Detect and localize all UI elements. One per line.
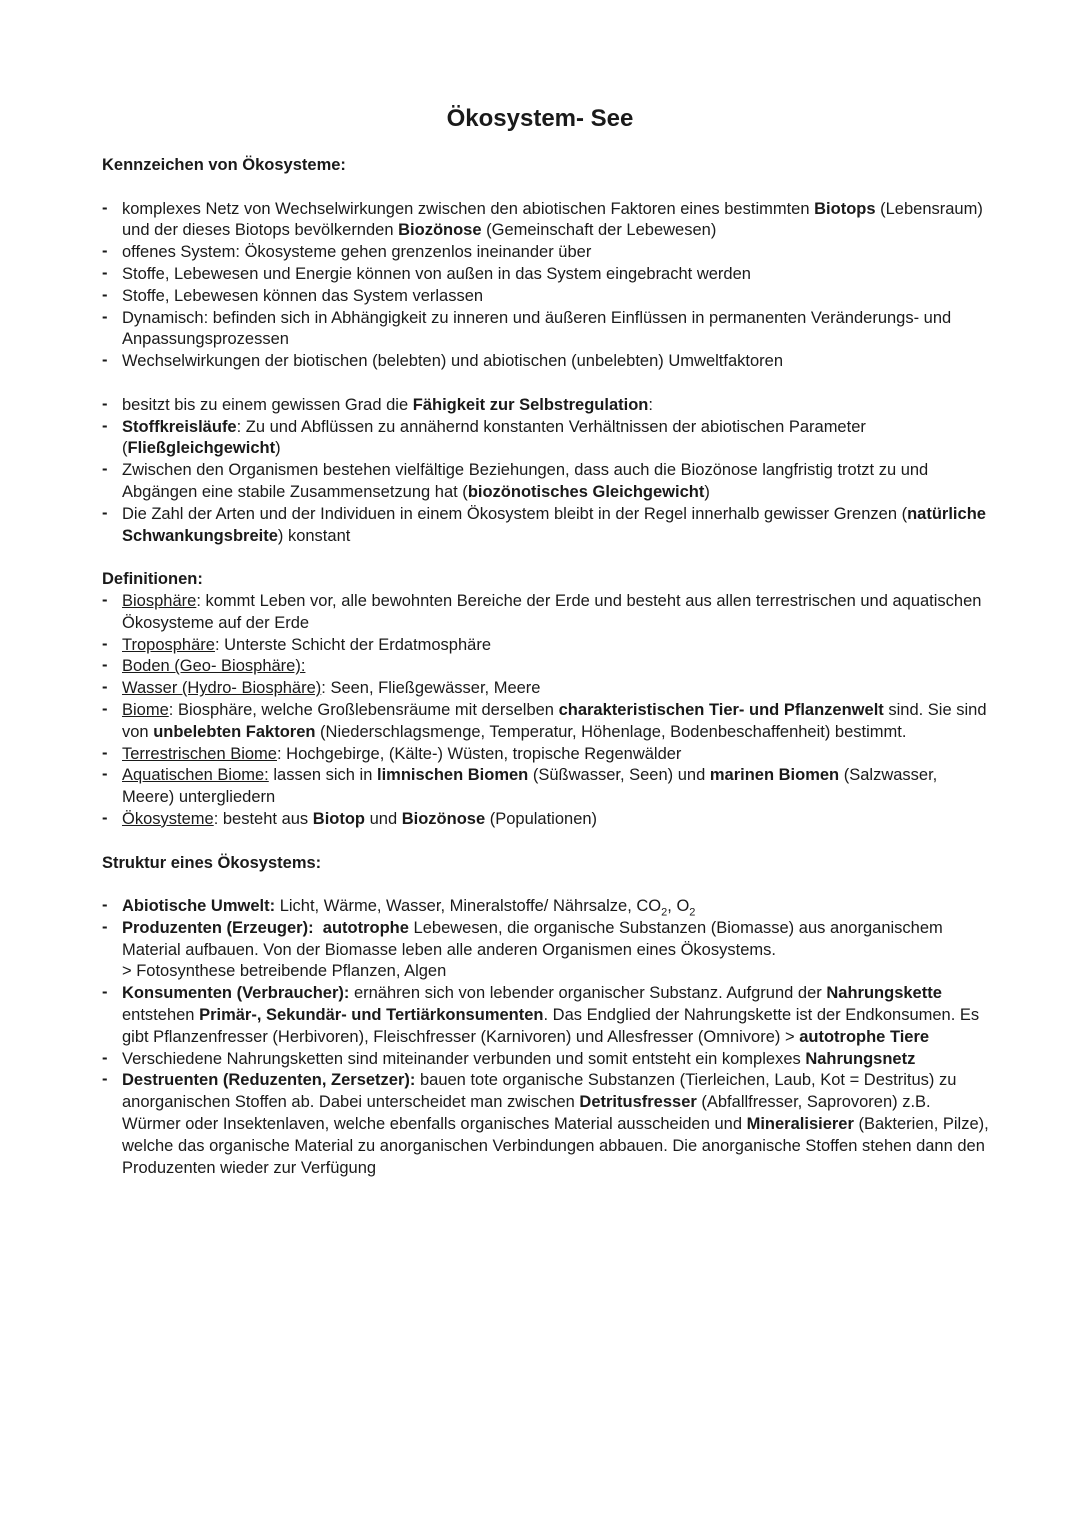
struktur-list xyxy=(102,896,992,1179)
list-item: - Stoffe, Lebewesen und Energie können von außen in das System eingebracht werden xyxy=(102,264,992,286)
list-item: - Ökosysteme: besteht aus Biotop und Biozönose (Populationen) xyxy=(102,809,992,831)
list-item: - Stoffkreisläufe: Zu und Abflüssen zu annähernd konstanten Verhältnissen der abiotischen Parameter (Fließgleichgewicht) xyxy=(102,417,992,461)
list-item: - Destruenten (Reduzenten, Zersetzer): bauen tote organische Substanzen (Tierleichen, Laub, Kot = Destritus) zu anorganischen Stoffen ab. Dabei unterscheidet man zwischen Detritusfresser (Abfallfresser, Saprovoren) z.B. Würmer oder Insektenlaven, welche ebenfalls organisches Material ausscheiden und Mineralisierer (Bakterien, Pilze), welche das organische Material zu anorganischen Verbindungen abbauen. Die anorganische Stoffen stehen dann den Produzenten wieder zur Verfügung xyxy=(102,1070,992,1179)
list-item: - Troposphäre: Unterste Schicht der Erdatmosphäre xyxy=(102,635,992,657)
kennzeichen-list-a xyxy=(102,199,992,373)
document-body xyxy=(102,155,992,1179)
section-heading-definitionen: Definitionen: xyxy=(102,570,203,589)
list-item: - Abiotische Umwelt: Licht, Wärme, Wasser, Mineralstoffe/ Nährsalze, $CO_2$, $O_2$ xyxy=(102,896,992,918)
list-item: - Produzenten (Erzeuger): autotrophe Lebewesen, die organische Substanzen (Biomasse) aus anorganischem Material aufbauen. Von der Biomasse leben alle anderen Organismen eines Ökosystems. > Fotosynthese betreibende Pflanzen, Algen xyxy=(102,918,992,983)
list-item: - Zwischen den Organismen bestehen vielfältige Beziehungen, dass auch die Biozönose langfristig trotzt zu und Abgängen eine stabile Zusammensetzung hat (biozönotisches Gleichgewicht) xyxy=(102,460,992,504)
list-item: - Wasser (Hydro- Biosphäre): Seen, Fließgewässer, Meere xyxy=(102,678,992,700)
list-item: - Konsumenten (Verbraucher): ernähren sich von lebender organischer Substanz. Aufgrund der Nahrungskette entstehen Primär-, Sekundär- und Tertiärkonsumenten. Das Endglied der Nahrungskette ist der Endkonsumen. Es gibt Pflanzenfresser (Herbivoren), Fleischfresser (Karnivoren) und Allesfresser (Omnivore) > autotrophe Tiere xyxy=(102,983,992,1048)
list-item: - Terrestrischen Biome: Hochgebirge, (Kälte-) Wüsten, tropische Regenwälder xyxy=(102,744,992,766)
list-item: - Boden (Geo- Biosphäre): xyxy=(102,656,992,678)
list-item: - Die Zahl der Arten und der Individuen in einem Ökosystem bleibt in der Regel innerhalb gewisser Grenzen (natürliche Schwankungsbreite) konstant xyxy=(102,504,992,548)
list-item: - besitzt bis zu einem gewissen Grad die Fähigkeit zur Selbstregulation: xyxy=(102,395,992,417)
list-item: - Wechselwirkungen der biotischen (belebten) und abiotischen (unbelebten) Umweltfaktoren xyxy=(102,351,992,373)
list-item: - Biosphäre: kommt Leben vor, alle bewohnten Bereiche der Erde und besteht aus allen terrestrischen und aquatischen Ökosysteme auf der Erde xyxy=(102,591,992,635)
definitionen-list xyxy=(102,591,992,831)
section-heading-struktur: Struktur eines Ökosystems: xyxy=(102,853,322,872)
list-item: - Dynamisch: befinden sich in Abhängigkeit zu inneren und äußeren Einflüssen in permanenten Veränderungs- und Anpassungsprozessen xyxy=(102,308,992,352)
list-item: - Biome: Biosphäre, welche Großlebensräume mit derselben charakteristischen Tier- und Pflanzenwelt sind. Sie sind von unbelebten Faktoren (Niederschlagsmenge, Temperatur, Höhenlage, Bodenbeschaffenheit) bestimmt. xyxy=(102,700,992,744)
list-item: - Verschiedene Nahrungsketten sind miteinander verbunden und somit entsteht ein komplexes Nahrungsnetz xyxy=(102,1049,992,1071)
list-item: - offenes System: Ökosysteme gehen grenzenlos ineinander über xyxy=(102,242,992,264)
page-title: Ökosystem- See xyxy=(446,105,634,132)
list-item: - komplexes Netz von Wechselwirkungen zwischen den abiotischen Faktoren eines bestimmten Biotops (Lebensraum) und der dieses Biotops bevölkernden Biozönose (Gemeinschaft der Lebewesen) xyxy=(102,199,992,243)
list-item: - Stoffe, Lebewesen können das System verlassen xyxy=(102,286,992,308)
section-heading-kennzeichen: Kennzeichen von Ökosysteme: xyxy=(102,156,346,174)
list-item: - Aquatischen Biome: lassen sich in limnischen Biomen (Süßwasser, Seen) und marinen Biomen (Salzwasser, Meere) untergliedern xyxy=(102,765,992,809)
kennzeichen-list-b xyxy=(102,395,992,548)
